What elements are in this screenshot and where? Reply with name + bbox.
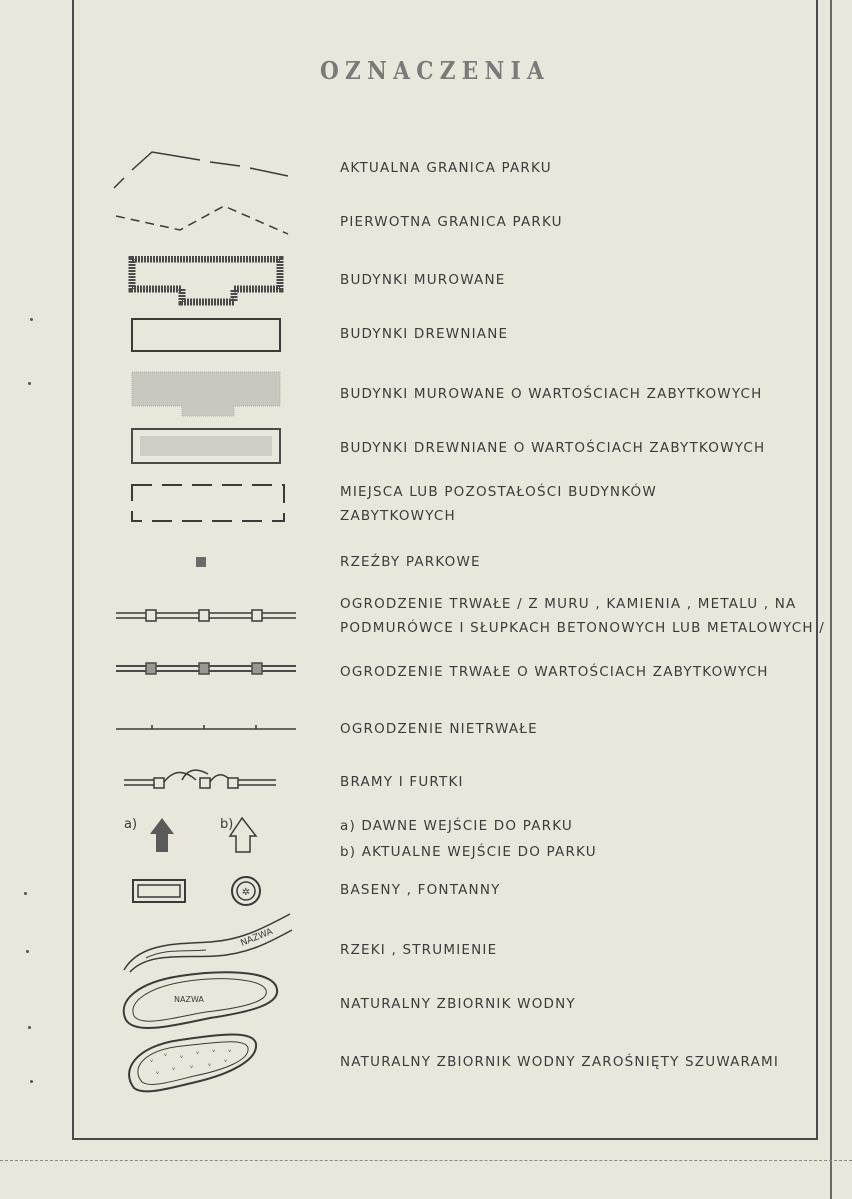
lake-icon (100, 970, 300, 1034)
svg-text:ᵥ: ᵥ (164, 1049, 168, 1058)
dash-dot-boundary-line-icon (100, 144, 300, 194)
gates-icon (100, 760, 300, 800)
legend-label: NATURALNY ZBIORNIK WODNY ZAROŚNIĘTY SZUWARAMI (340, 1054, 780, 1070)
legend-label: BUDYNKI DREWNIANE O WARTOŚCIACH ZABYTKOWYCH (340, 440, 766, 456)
dashed-building-remains-icon (100, 478, 300, 528)
legend-label: ZABYTKOWYCH (340, 508, 456, 524)
paper-speck (30, 1080, 33, 1083)
legend-label: BUDYNKI MUROWANE O WARTOŚCIACH ZABYTKOWYCH (340, 386, 763, 402)
paper-speck (24, 892, 27, 895)
entrance-tag-b: b) (220, 817, 234, 832)
permanent-fence-icon (100, 590, 300, 640)
entrance-tag-a: a) (124, 817, 138, 832)
svg-text:ᵥ: ᵥ (150, 1055, 154, 1064)
svg-text:✲: ✲ (241, 887, 251, 898)
svg-text:ᵥ: ᵥ (180, 1051, 184, 1060)
pool-fountain-icon (100, 872, 300, 912)
legend-label: OGRODZENIE NIETRWAŁE (340, 721, 538, 737)
legend-label: b) AKTUALNE WEJŚCIE DO PARKU (340, 844, 597, 860)
legend-label: RZEŹBY PARKOWE (340, 554, 481, 570)
paper-speck (30, 318, 33, 321)
legend-label: BUDYNKI MUROWANE (340, 272, 506, 288)
sculpture-square-icon (100, 548, 300, 578)
dashed-boundary-line-icon (100, 198, 300, 242)
legend-label: BUDYNKI DREWNIANE (340, 326, 509, 342)
svg-text:ᵥ: ᵥ (190, 1061, 194, 1070)
historic-wooden-building-icon (100, 426, 300, 468)
svg-text:ᵥ: ᵥ (196, 1047, 200, 1056)
historic-brick-building-icon (100, 370, 300, 420)
historic-fence-icon (100, 656, 300, 686)
svg-text:ᵥ: ᵥ (172, 1063, 176, 1072)
legend-label: NATURALNY ZBIORNIK WODNY (340, 996, 576, 1012)
legend-label: RZEKI , STRUMIENIE (340, 942, 498, 958)
paper-edge (830, 0, 832, 1199)
reed-lake-icon (100, 1030, 300, 1094)
wooden-building-icon (100, 316, 300, 356)
brick-building-icon (100, 256, 300, 308)
legend-label: BRAMY I FURTKI (340, 774, 464, 790)
page-title: OZNACZENIA (319, 56, 551, 85)
svg-text:ᵥ: ᵥ (224, 1055, 228, 1064)
svg-text:ᵥ: ᵥ (212, 1045, 216, 1054)
svg-text:ᵥ: ᵥ (156, 1067, 160, 1076)
legend-label: AKTUALNA GRANICA PARKU (340, 160, 552, 176)
temporary-fence-icon (100, 714, 300, 744)
lake-name: NAZWA (174, 995, 204, 1004)
legend-label: BASENY , FONTANNY (340, 882, 501, 898)
paper-speck (26, 950, 29, 953)
paper-fold-line (0, 1160, 852, 1162)
paper-speck (28, 382, 31, 385)
legend-label: OGRODZENIE TRWAŁE O WARTOŚCIACH ZABYTKOWYCH (340, 664, 769, 680)
svg-text:ᵥ: ᵥ (228, 1045, 232, 1054)
river-name: NAZWA (239, 926, 275, 949)
legend-label: OGRODZENIE TRWAŁE / Z MURU , KAMIENIA , METALU , NA (340, 596, 797, 612)
legend-label: a) DAWNE WEJŚCIE DO PARKU (340, 818, 573, 834)
paper-speck (28, 1026, 31, 1029)
legend-label: PODMURÓWCE I SŁUPKACH BETONOWYCH LUB METALOWYCH / (340, 620, 825, 636)
svg-text:ᵥ: ᵥ (208, 1059, 212, 1068)
legend-label: MIEJSCA LUB POZOSTAŁOŚCI BUDYNKÓW (340, 484, 657, 500)
entrance-arrows-icon (100, 808, 300, 858)
river-icon (100, 912, 300, 978)
legend-label: PIERWOTNA GRANICA PARKU (340, 214, 563, 230)
